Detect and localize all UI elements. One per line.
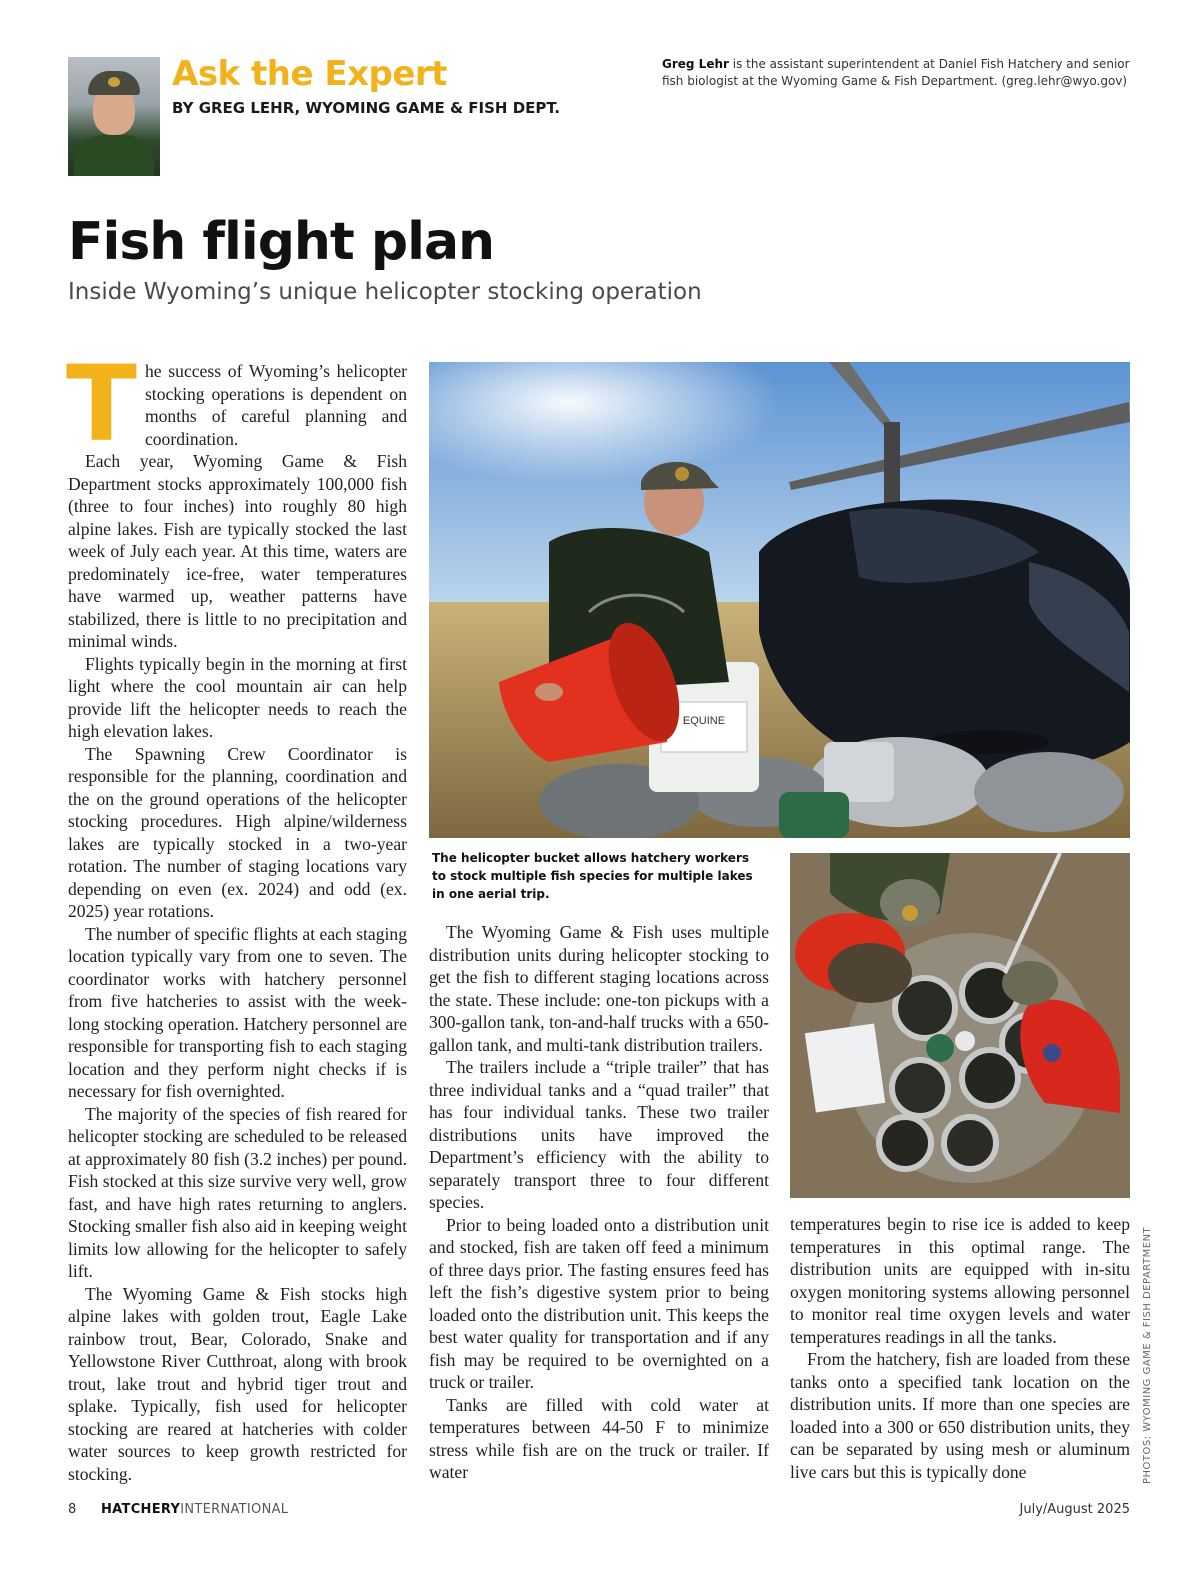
overhead-scene bbox=[790, 853, 1130, 1198]
paragraph: Each year, Wyoming Game & Fish Department stocks approximately 100,000 fish (three to four inches) into roughly 80 high alpine lakes. Fish are typically stocked the last week of July each year. At this time, waters are predominately ice-free, water temperatures have warmed up, weather patterns have stabilized, there is little to no precipitation and minimal winds. bbox=[68, 451, 407, 651]
paragraph bbox=[66, 343, 407, 465]
kicker-title: Ask the Expert bbox=[172, 54, 447, 94]
paragraph: The number of specific flights at each staging location typically vary from one to seven. The coordinator works with hatchery personnel from five hatcheries to assist with the week-long stocking operation. Hatchery personnel are responsible for transporting fish to each staging location and they perform night checks if is necessary for fish overnighted. bbox=[68, 923, 407, 1101]
paragraph: Prior to being loaded onto a distribution unit and stocked, fish are taken off feed a minimum of three days prior. The fasting ensures feed has left the fish’s digestive system prior to being loaded onto the distribution unit. This keeps the best water quality for transportation and if any fish may be required to be overnighted on a truck or trailer. bbox=[429, 1214, 769, 1392]
drop-cap: T bbox=[66, 343, 137, 465]
publication-name-bold: HATCHERY bbox=[101, 1502, 181, 1517]
paragraph: The Wyoming Game & Fish uses multiple distribution units during helicopter stocking to get the fish to different staging locations across the state. These include: one-ton pickups with a 300-gallon tank, ton-and-half trucks with a 650-gallon tank, and multi-tank distribution trailers. bbox=[429, 922, 769, 1055]
overhead-tanks-photo bbox=[790, 853, 1130, 1198]
article-subtitle: Inside Wyoming’s unique helicopter stocking operation bbox=[68, 279, 702, 305]
paragraph: The Spawning Crew Coordinator is responsible for the planning, coordination and the on the ground operations of the helicopter stocking procedures. High alpine/wilderness lakes are typically stocked in a two-year rotation. The number of staging locations vary depending on even (ex. 2024) and odd (ex. 2025) year rotations. bbox=[68, 743, 407, 921]
paragraph: The trailers include a “triple trailer” that has three individual tanks and a “quad trailer” that has four individual tanks. These two trailer distributions units have improved the Department’s efficiency with the ability to separately transport three to four different species. bbox=[429, 1057, 769, 1212]
author-jacket bbox=[74, 135, 154, 176]
column-middle bbox=[429, 921, 769, 1484]
page-number: 8 bbox=[68, 1502, 77, 1517]
author-bio bbox=[662, 56, 1132, 90]
paragraph: The Wyoming Game & Fish stocks high alpine lakes with golden trout, Eagle Lake rainbow trout, Bear, Colorado, Snake and Yellowstone River Cutthroat, along with brook trout, lake trout and hybrid tiger trout and splake. Typically, fish used for helicopter stocking are reared at hatcheries with colder water sources to keep growth restricted for stocking. bbox=[68, 1283, 407, 1484]
cap-logo-icon bbox=[108, 77, 120, 87]
photo-caption: The helicopter bucket allows hatchery workers to stock multiple fish species for multiple lakes in one aerial trip. bbox=[432, 851, 753, 901]
bio-text: is the assistant superintendent at Daniel Fish Hatchery and senior fish biologist at the Wyoming Game & Fish Department. (greg.lehr@wyo.gov) bbox=[662, 57, 1130, 88]
photo-credit: PHOTOS: WYOMING GAME & FISH DEPARTMENT bbox=[1142, 1226, 1153, 1484]
byline: BY GREG LEHR, WYOMING GAME & FISH DEPT. bbox=[172, 99, 561, 117]
paragraph: From the hatchery, fish are loaded from these tanks onto a specified tank location on the distribution units. If more than one species are loaded into a 300 or 650 distribution units, they can be separated by using mesh or aluminum live cars but this is typically done bbox=[790, 1349, 1130, 1482]
paragraph-text: he success of Wyoming’s helicopter stocking operations is dependent on months of careful planning and coordination. bbox=[144, 361, 407, 449]
helicopter-photo bbox=[429, 362, 1130, 838]
paragraph: Tanks are filled with cold water at temperatures between 44-50 F to minimize stress while fish are on the truck or trailer. If water bbox=[429, 1394, 769, 1482]
paragraph: Flights typically begin in the morning at first light where the cool mountain air can help provide lift the helicopter needs to reach the high elevation lakes. bbox=[68, 653, 407, 741]
publication-name-light: INTERNATIONAL bbox=[180, 1502, 289, 1517]
paragraph: The majority of the species of fish reared for helicopter stocking are scheduled to be released at approximately 80 fish (3.2 inches) per pound. Fish stocked at this size survive very well, grow fast, and have high rates returning to anglers. Stocking smaller fish also aid in keeping weight limits low allowing for the helicopter to safely lift. bbox=[68, 1103, 407, 1281]
author-photo bbox=[68, 57, 160, 176]
bag-label: EQUINE bbox=[682, 715, 726, 727]
column-left bbox=[66, 343, 407, 1485]
paragraph: temperatures begin to rise ice is added to keep temperatures in this optimal range. The distribution units are equipped with in-situ oxygen monitoring systems allowing personnel to monitor real time oxygen levels and water temperatures readings in all the tanks. bbox=[790, 1214, 1130, 1347]
helicopter-scene bbox=[429, 362, 1130, 838]
publication-name bbox=[101, 1502, 288, 1517]
article-title: Fish flight plan bbox=[68, 212, 495, 272]
bio-name: Greg Lehr bbox=[662, 57, 729, 71]
column-right bbox=[790, 1213, 1130, 1483]
issue-date: July/August 2025 bbox=[1019, 1502, 1130, 1517]
